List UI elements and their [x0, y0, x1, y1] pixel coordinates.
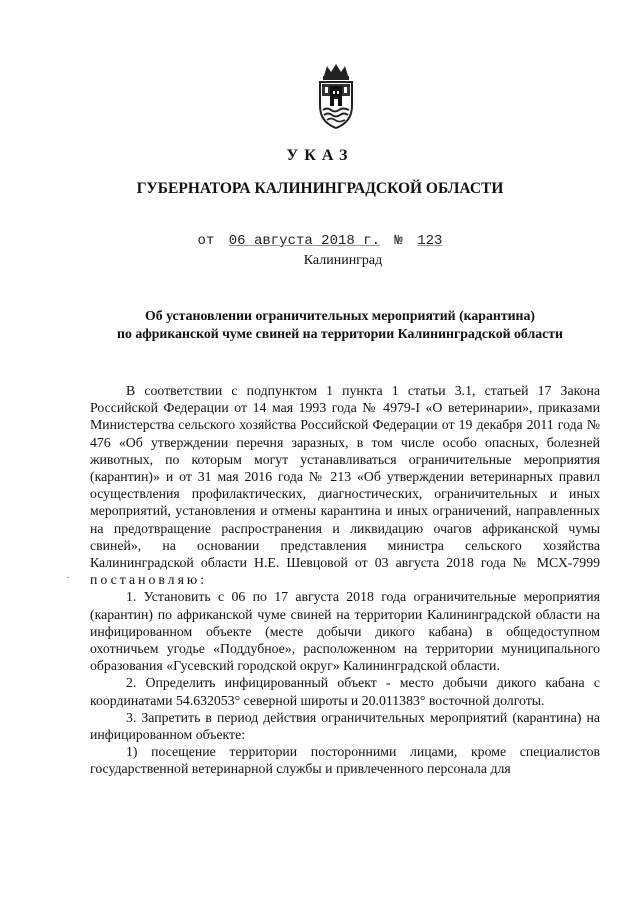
decree-subject — [90, 307, 590, 343]
decree-dateline — [0, 233, 640, 249]
place-of-issue: Калининград — [303, 253, 383, 268]
preamble-keyword: постановляю: — [90, 572, 208, 588]
clause-1: 1. Установить с 06 по 17 августа 2018 года ограничительные мероприятия (карантин) по африканской чуме свиней на территории Калининградской области на инфицированном объекте (месте добычи дикого кабана) в общедоступном охотничьем угодье «Поддубное», расположенном на территории муниципального образования «Гусевский городской округ» Калининградской области. — [90, 589, 600, 674]
margin-mark: · — [66, 570, 70, 584]
decree-number: 123 — [417, 233, 443, 249]
clause-3-subitem-1: 1) посещение территории посторонними лицами, кроме специалистов государственной ветеринарной службы и привлеченного персонала для — [90, 744, 600, 777]
date-prefix: от — [197, 233, 215, 249]
decree-title: УКАЗ — [286, 147, 354, 164]
clause-2: 2. Определить инфицированный объект - место добычи дикого кабана с координатами 54.632053° северной широты и 20.011383° восточной долготы. — [90, 675, 600, 708]
decree-body — [90, 382, 600, 778]
clause-3: 3. Запретить в период действия ограничительных мероприятий (карантина) на инфицированном объекте: — [90, 709, 600, 743]
decree-date: 06 августа 2018 г. — [228, 233, 380, 249]
number-prefix: № — [394, 233, 403, 249]
preamble-text: В соответствии с подпунктом 1 пункта 1 статьи 3.1, статьей 17 Закона Российской Федерации от 14 мая 1993 года № 4979-I «О ветеринарии», приказами Министерства сельского хозяйства Российской Федерации от 19 декабря 2011 года № 476 «Об утверждении перечня заразных, в том числе особо опасных, болезней животных, по которым могут устанавливаться ограничительные мероприятия (карантин)» и от 31 мая 2016 года № 213 «Об утверждении ветеринарных правил осуществления профилактических, диагностических, ограничительных и иных мероприятий, установления и отмены карантина и иных ограничений, направленных на предотвращение распространения и ликвидацию очагов африканской чумы свиней», на основании представления министра сельского хозяйства Калининградской области Н.Е. Шевцовой от 03 августа 2018 года № МСХ-7999 — [90, 383, 600, 571]
issuing-authority: ГУБЕРНАТОРА КАЛИНИНГРАДСКОЙ ОБЛАСТИ — [136, 180, 504, 197]
subject-line-2: по африканской чуме свиней на территории Калининградской области — [117, 326, 563, 341]
coat-of-arms-icon — [314, 62, 358, 130]
subject-line-1: Об установлении ограничительных мероприятий (карантина) — [144, 308, 535, 323]
preamble-paragraph — [90, 382, 600, 588]
